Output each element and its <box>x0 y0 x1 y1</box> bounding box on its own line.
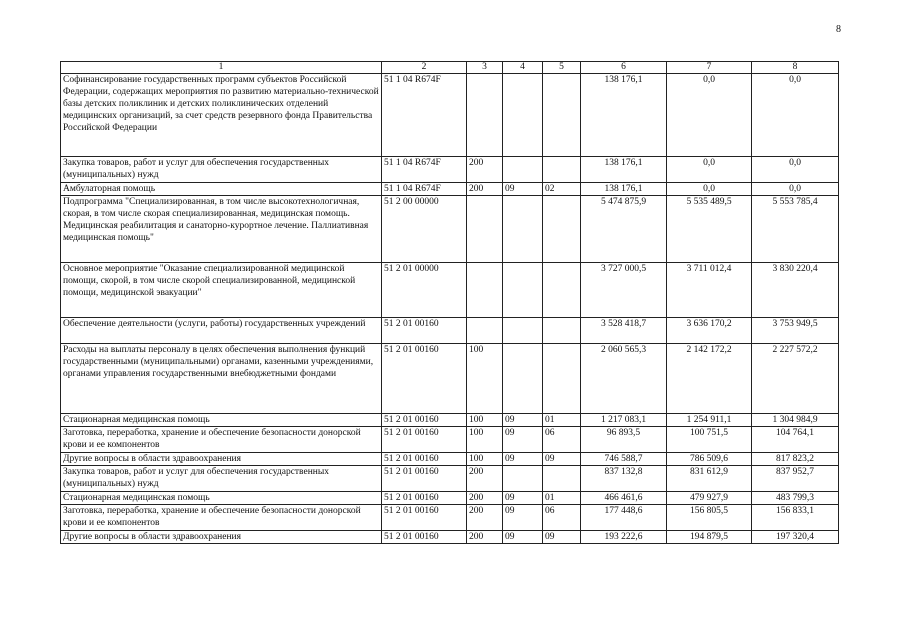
row-subsection: 01 <box>543 414 581 427</box>
row-expense-type: 200 <box>467 505 503 531</box>
row-value-year2: 3 711 012,4 <box>667 263 752 318</box>
row-subsection <box>543 318 581 344</box>
row-name: Амбулаторная помощь <box>61 183 382 196</box>
row-value-year1: 177 448,6 <box>581 505 667 531</box>
row-section <box>503 466 543 492</box>
row-subsection <box>543 344 581 414</box>
header-cell: 3 <box>467 62 503 74</box>
table-row <box>61 466 839 492</box>
row-value-year2: 831 612,9 <box>667 466 752 492</box>
row-value-year3: 817 823,2 <box>752 453 839 466</box>
row-name: Заготовка, переработка, хранение и обеспечение безопасности донорской крови и ее компонентов <box>61 505 382 531</box>
row-subsection: 02 <box>543 183 581 196</box>
row-code: 51 2 01 00160 <box>382 466 467 492</box>
row-subsection: 09 <box>543 453 581 466</box>
row-value-year1: 837 132,8 <box>581 466 667 492</box>
table-row <box>61 427 839 453</box>
row-expense-type: 200 <box>467 492 503 505</box>
table-row <box>61 74 839 157</box>
row-value-year1: 3 528 418,7 <box>581 318 667 344</box>
row-code: 51 2 01 00160 <box>382 414 467 427</box>
row-value-year3: 483 799,3 <box>752 492 839 505</box>
row-code: 51 2 01 00160 <box>382 427 467 453</box>
row-value-year3: 0,0 <box>752 183 839 196</box>
row-section: 09 <box>503 414 543 427</box>
budget-table <box>60 61 839 544</box>
table-row <box>61 531 839 544</box>
table-row <box>61 263 839 318</box>
row-subsection <box>543 74 581 157</box>
row-value-year1: 193 222,6 <box>581 531 667 544</box>
row-subsection <box>543 157 581 183</box>
row-value-year2: 5 535 489,5 <box>667 196 752 263</box>
row-value-year3: 0,0 <box>752 74 839 157</box>
row-expense-type <box>467 196 503 263</box>
row-name: Заготовка, переработка, хранение и обеспечение безопасности донорской крови и ее компонентов <box>61 427 382 453</box>
row-value-year1: 1 217 083,1 <box>581 414 667 427</box>
row-section <box>503 196 543 263</box>
row-subsection: 01 <box>543 492 581 505</box>
row-name: Основное мероприятие "Оказание специализированной медицинской помощи, скорой, в том числе скорой специализированной, медицинской помощи, медицинской эвакуации" <box>61 263 382 318</box>
row-expense-type <box>467 263 503 318</box>
row-value-year2: 0,0 <box>667 183 752 196</box>
table-row <box>61 414 839 427</box>
row-code: 51 2 01 00160 <box>382 505 467 531</box>
row-section: 09 <box>503 505 543 531</box>
row-expense-type: 100 <box>467 344 503 414</box>
row-section: 09 <box>503 427 543 453</box>
row-value-year1: 466 461,6 <box>581 492 667 505</box>
table-row <box>61 492 839 505</box>
row-value-year3: 197 320,4 <box>752 531 839 544</box>
row-expense-type: 200 <box>467 466 503 492</box>
row-code: 51 1 04 R674F <box>382 74 467 157</box>
row-value-year2: 1 254 911,1 <box>667 414 752 427</box>
row-subsection: 06 <box>543 505 581 531</box>
table-row <box>61 183 839 196</box>
row-name: Другие вопросы в области здравоохранения <box>61 453 382 466</box>
row-expense-type: 100 <box>467 427 503 453</box>
header-cell: 7 <box>667 62 752 74</box>
row-value-year1: 3 727 000,5 <box>581 263 667 318</box>
row-subsection <box>543 263 581 318</box>
row-value-year2: 100 751,5 <box>667 427 752 453</box>
row-code: 51 2 01 00160 <box>382 453 467 466</box>
row-value-year3: 3 830 220,4 <box>752 263 839 318</box>
row-code: 51 2 01 00160 <box>382 492 467 505</box>
row-section: 09 <box>503 492 543 505</box>
row-section: 09 <box>503 453 543 466</box>
row-value-year1: 138 176,1 <box>581 183 667 196</box>
row-name: Стационарная медицинская помощь <box>61 492 382 505</box>
row-section: 09 <box>503 183 543 196</box>
row-value-year2: 0,0 <box>667 74 752 157</box>
row-section <box>503 157 543 183</box>
row-code: 51 2 01 00160 <box>382 344 467 414</box>
row-value-year3: 3 753 949,5 <box>752 318 839 344</box>
header-cell: 6 <box>581 62 667 74</box>
row-expense-type: 200 <box>467 183 503 196</box>
row-name: Стационарная медицинская помощь <box>61 414 382 427</box>
table-row <box>61 196 839 263</box>
row-value-year2: 156 805,5 <box>667 505 752 531</box>
row-code: 51 2 01 00160 <box>382 318 467 344</box>
header-cell: 1 <box>61 62 382 74</box>
row-code: 51 2 01 00160 <box>382 531 467 544</box>
table-row <box>61 318 839 344</box>
row-expense-type <box>467 74 503 157</box>
row-value-year1: 138 176,1 <box>581 157 667 183</box>
row-code: 51 2 01 00000 <box>382 263 467 318</box>
row-value-year3: 0,0 <box>752 157 839 183</box>
row-value-year2: 194 879,5 <box>667 531 752 544</box>
row-code: 51 1 04 R674F <box>382 183 467 196</box>
row-value-year1: 2 060 565,3 <box>581 344 667 414</box>
header-row <box>61 62 839 74</box>
row-value-year3: 837 952,7 <box>752 466 839 492</box>
row-subsection <box>543 196 581 263</box>
row-value-year3: 156 833,1 <box>752 505 839 531</box>
row-name: Подпрограмма "Специализированная, в том числе высокотехнологичная, скорая, в том числе скорая специализированная, медицинская помощь. Медицинская реабилитация и санаторно-курортное лечение. Паллиативная медицинская помощь" <box>61 196 382 263</box>
table-row <box>61 505 839 531</box>
row-section <box>503 318 543 344</box>
row-value-year2: 786 509,6 <box>667 453 752 466</box>
header-cell: 4 <box>503 62 543 74</box>
row-name: Другие вопросы в области здравоохранения <box>61 531 382 544</box>
row-name: Расходы на выплаты персоналу в целях обеспечения выполнения функций государственными (муниципальными) органами, казенными учреждениями, органами управления государственными внебюджетными фондами <box>61 344 382 414</box>
row-code: 51 1 04 R674F <box>382 157 467 183</box>
row-value-year3: 104 764,1 <box>752 427 839 453</box>
row-section <box>503 344 543 414</box>
row-expense-type: 200 <box>467 531 503 544</box>
row-subsection: 06 <box>543 427 581 453</box>
row-value-year3: 2 227 572,2 <box>752 344 839 414</box>
table-row <box>61 453 839 466</box>
row-name: Закупка товаров, работ и услуг для обеспечения государственных (муниципальных) нужд <box>61 157 382 183</box>
row-value-year2: 479 927,9 <box>667 492 752 505</box>
row-expense-type: 200 <box>467 157 503 183</box>
table-row <box>61 344 839 414</box>
row-name: Софинансирование государственных программ субъектов Российской Федерации, содержащих мероприятия по развитию материально-технической базы детских поликлиник и детских поликлинических отделений медицинских организаций, за счет средств резервного фонда Правительства Российской Федерации <box>61 74 382 157</box>
row-value-year1: 746 588,7 <box>581 453 667 466</box>
row-value-year3: 5 553 785,4 <box>752 196 839 263</box>
row-section <box>503 74 543 157</box>
header-cell: 2 <box>382 62 467 74</box>
row-name: Обеспечение деятельности (услуги, работы) государственных учреждений <box>61 318 382 344</box>
row-value-year1: 138 176,1 <box>581 74 667 157</box>
row-subsection: 09 <box>543 531 581 544</box>
row-section: 09 <box>503 531 543 544</box>
row-subsection <box>543 466 581 492</box>
row-value-year1: 5 474 875,9 <box>581 196 667 263</box>
row-name: Закупка товаров, работ и услуг для обеспечения государственных (муниципальных) нужд <box>61 466 382 492</box>
row-value-year1: 96 893,5 <box>581 427 667 453</box>
page-number: 8 <box>836 24 841 35</box>
row-value-year3: 1 304 984,9 <box>752 414 839 427</box>
row-expense-type: 100 <box>467 453 503 466</box>
row-value-year2: 0,0 <box>667 157 752 183</box>
row-section <box>503 263 543 318</box>
row-expense-type: 100 <box>467 414 503 427</box>
table-row <box>61 157 839 183</box>
row-value-year2: 2 142 172,2 <box>667 344 752 414</box>
row-code: 51 2 00 00000 <box>382 196 467 263</box>
header-cell: 8 <box>752 62 839 74</box>
row-expense-type <box>467 318 503 344</box>
row-value-year2: 3 636 170,2 <box>667 318 752 344</box>
header-cell: 5 <box>543 62 581 74</box>
